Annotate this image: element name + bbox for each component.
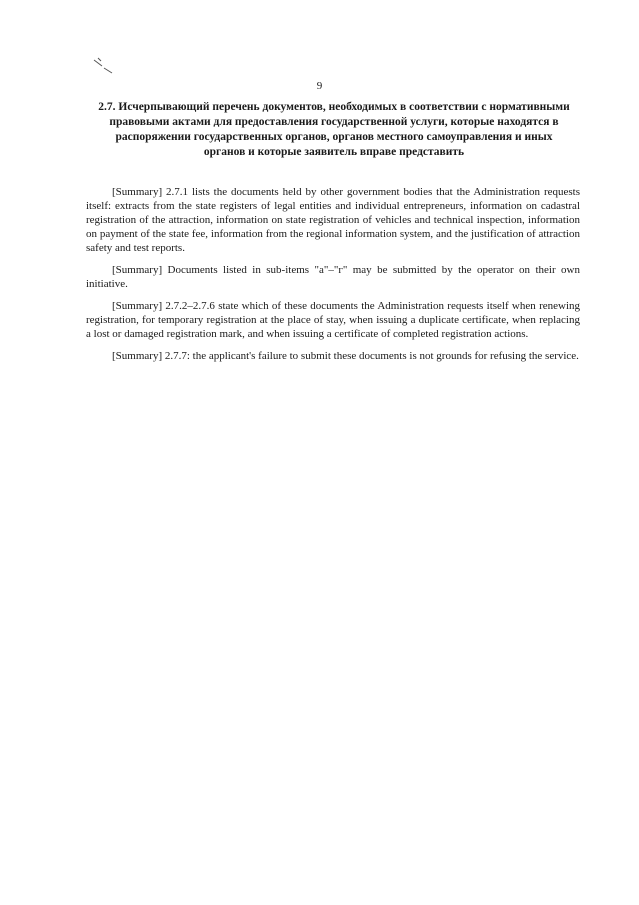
paragraph: [Summary] Documents listed in sub-items "а"–"г" may be submitted by the operator on their own initiative. (86, 264, 580, 290)
page-number: 9 (316, 80, 323, 92)
scan-artifact-mark (92, 56, 118, 78)
paragraph: [Summary] 2.7.2–2.7.6 state which of these documents the Administration requests itself when renewing registration, for temporary registration at the place of stay, when issuing a duplicate certificate, when replacing a lost or damaged registration mark, and when issuing a certificate of completed registration actions. (86, 300, 580, 340)
paragraph: [Summary] 2.7.1 lists the documents held by other government bodies that the Administration requests itself: extracts from the state registers of legal entities and individual entrepreneurs, information on cadastral registration of the attraction, information on state registration of vehicles and technical inspection, information on payment of the state fee, information from the regional information system, and the justification of attraction safety and test reports. (86, 186, 580, 254)
document-body (86, 185, 580, 371)
paragraph: [Summary] 2.7.7: the applicant's failure to submit these documents is not grounds for refusing the service. (112, 350, 579, 362)
section-heading: 2.7. Исчерпывающий перечень документов, необходимых в соответствии с нормативными правовыми актами для предоставления государственной услуги, которые находятся в распоряжении государственных органов, органов местного самоуправления и иных органов и которые заявитель вправе представить (98, 101, 570, 158)
